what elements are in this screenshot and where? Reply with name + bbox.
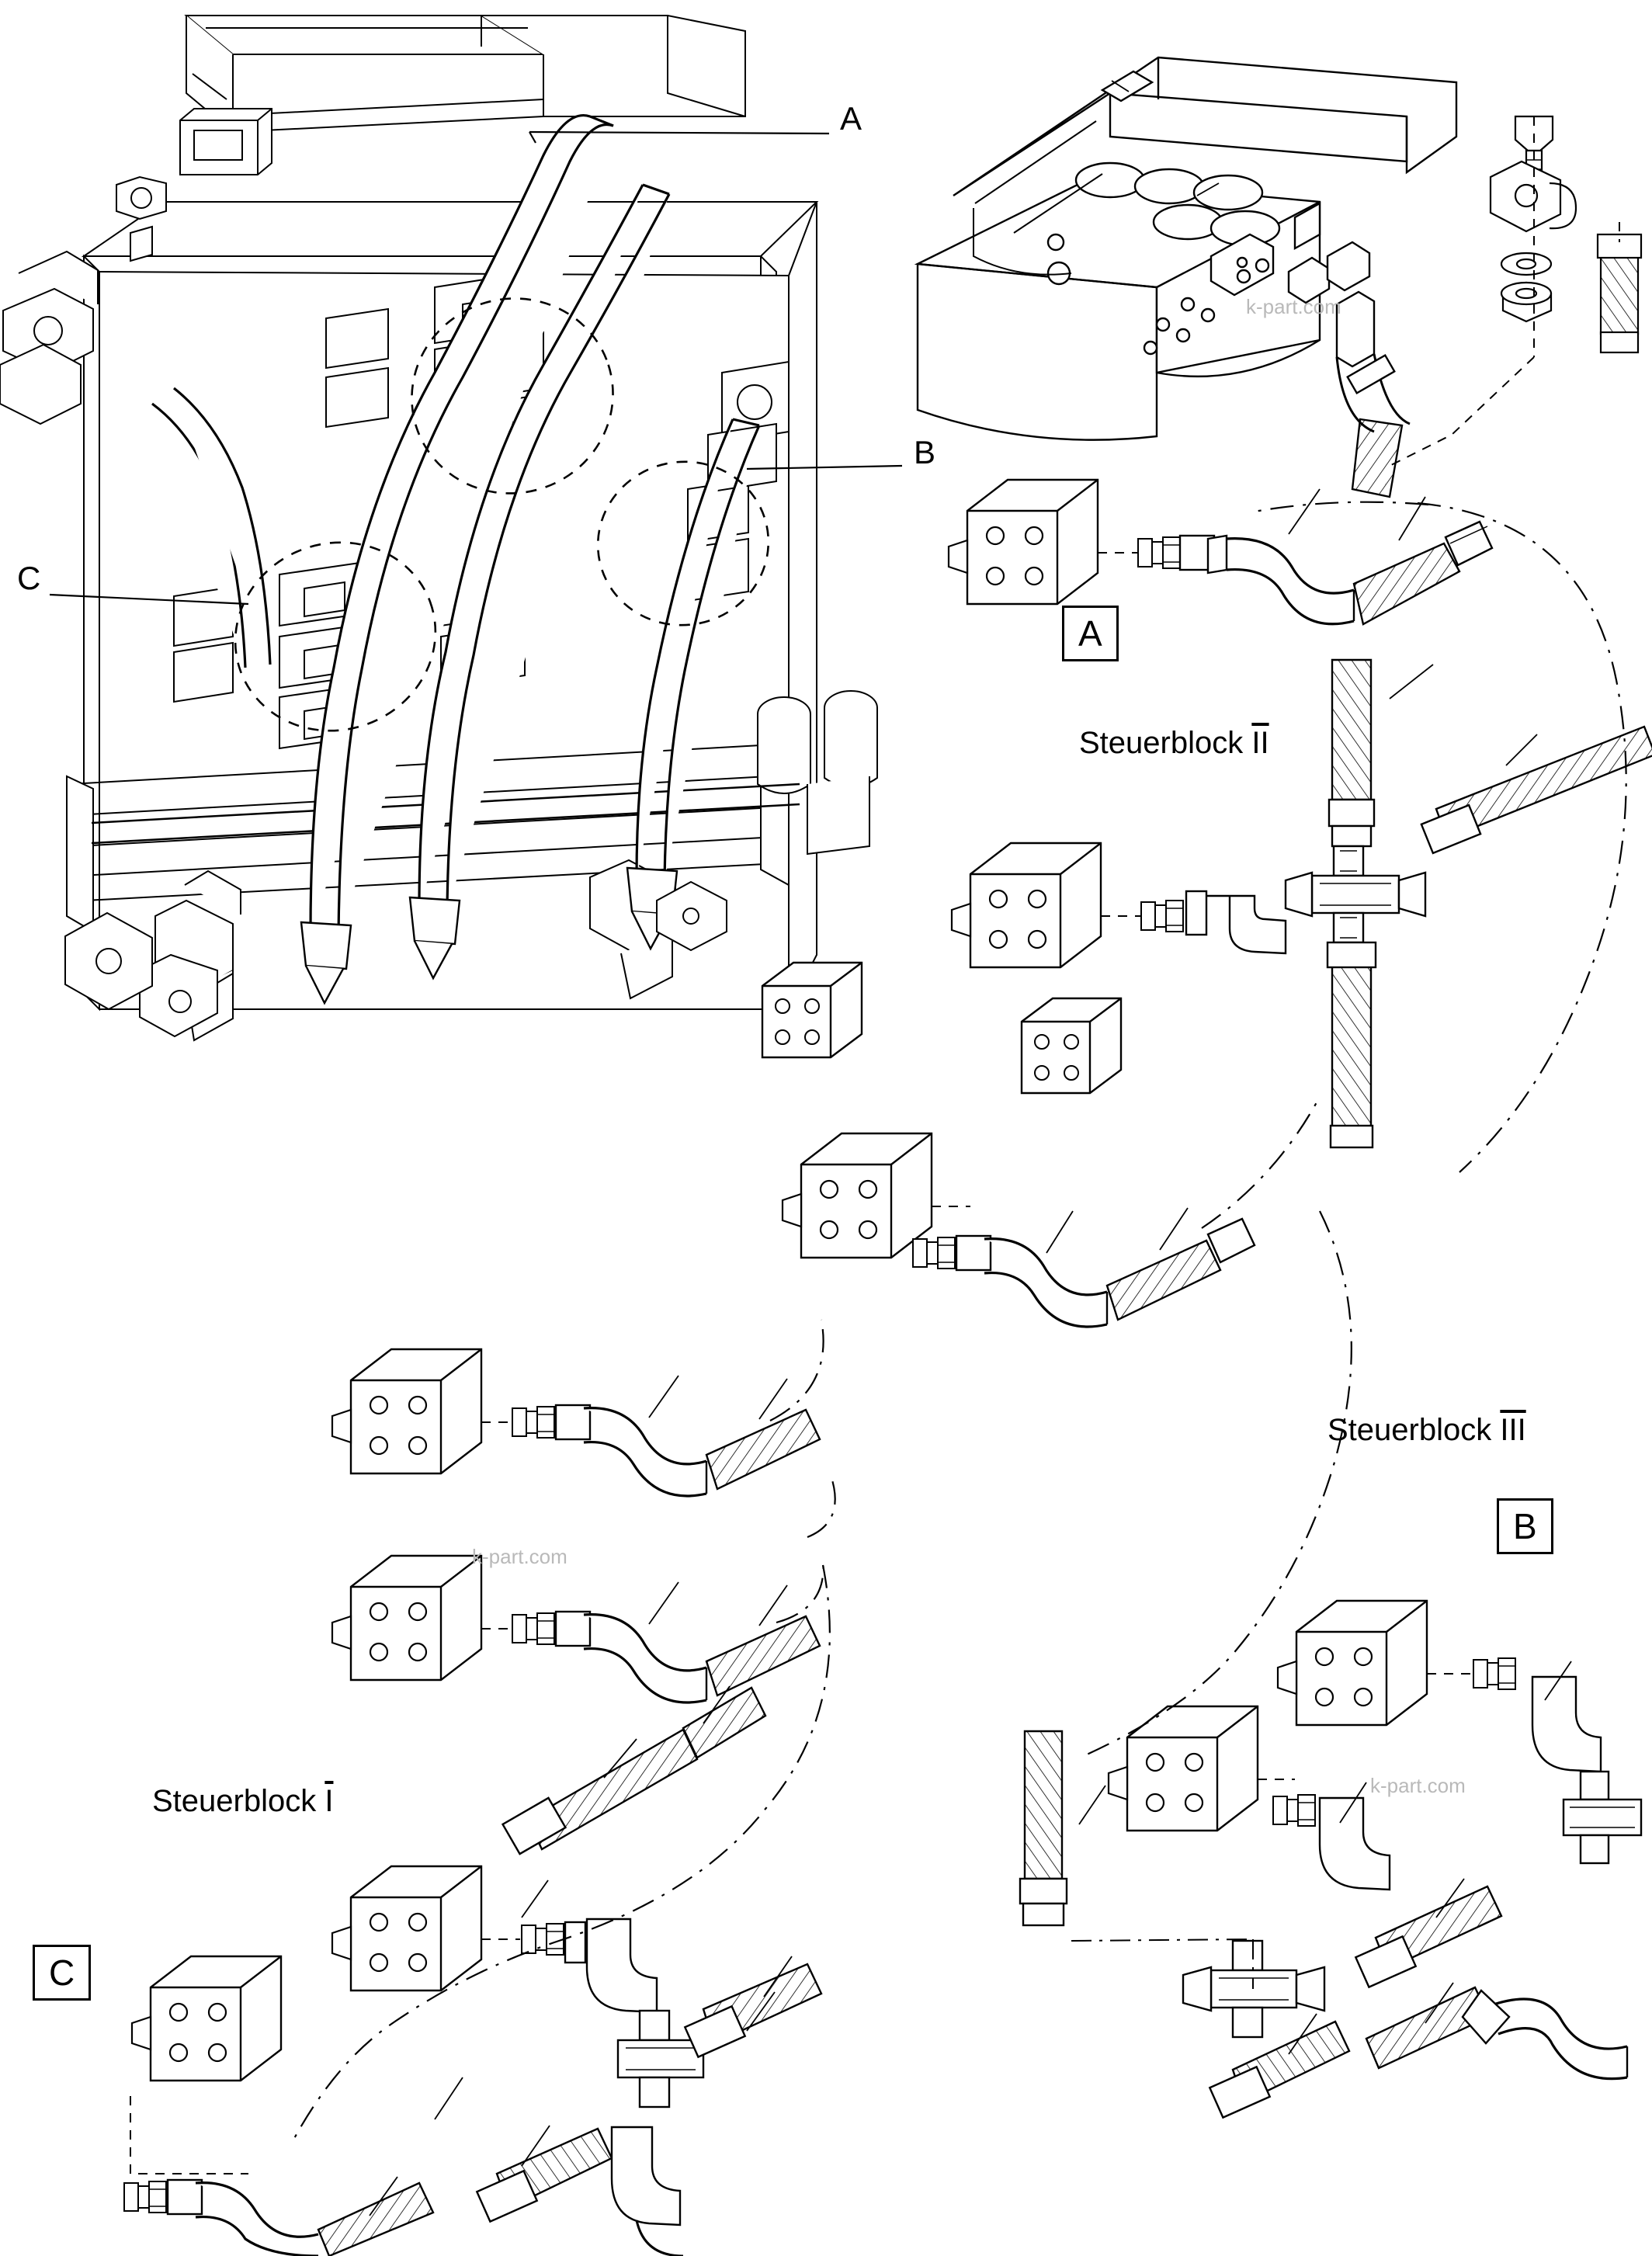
machine-frame-assembly (0, 16, 902, 1040)
label-steuerblock-1-roman: $\overline{I}$ (324, 1784, 334, 1818)
label-steuerblock-1 (152, 1784, 333, 1818)
callout-letter-c: C (17, 560, 41, 596)
detail-a-hose-group (949, 480, 1492, 624)
label-steuerblock-3-roman: $\overline{III}$ (1500, 1413, 1526, 1447)
watermark-top: k-part.com (1246, 295, 1341, 318)
exploded-fastener-stack (1390, 116, 1641, 466)
hydraulic-tank-assembly (918, 57, 1456, 497)
watermark-middle: k-part.com (472, 1545, 567, 1568)
section-box-a: A (1062, 606, 1119, 661)
section-box-c: C (33, 1945, 91, 2001)
section-box-b: B (1497, 1498, 1553, 1554)
callout-letter-a: A (840, 100, 862, 137)
label-steuerblock-3 (1328, 1413, 1526, 1447)
left-middle-hose-runs (332, 1349, 820, 1702)
steuerblock-1-upper-hose (503, 1686, 765, 1854)
label-steuerblock-3-text: Steuerblock (1328, 1413, 1501, 1447)
detail-c-group (124, 1866, 821, 2256)
label-steuerblock-2 (1079, 726, 1269, 760)
callout-letter-b: B (914, 434, 936, 470)
label-steuerblock-2-roman: $\overline{II}$ (1251, 726, 1269, 760)
detail-b-group (1020, 1601, 1641, 2118)
label-steuerblock-1-text: Steuerblock (152, 1784, 325, 1818)
middle-small-blocks (762, 963, 1121, 1093)
label-steuerblock-2-text: Steuerblock (1079, 726, 1252, 760)
middle-hose-run (783, 1133, 1255, 1327)
watermark-bottom: k-part.com (1370, 1774, 1466, 1797)
